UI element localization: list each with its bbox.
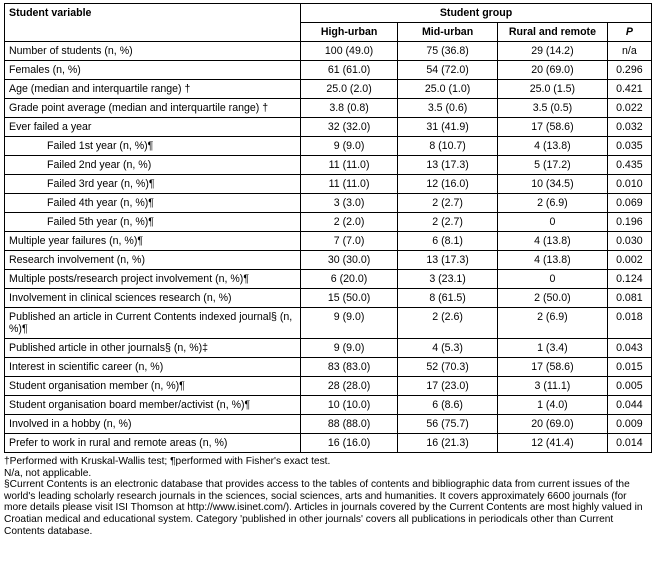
row-label: Failed 2nd year (n, %) xyxy=(5,156,301,175)
cell-value: 13 (17.3) xyxy=(398,156,498,175)
table-row xyxy=(5,99,652,118)
cell-value: 0.043 xyxy=(607,339,651,358)
cell-value: 6 (20.0) xyxy=(301,270,398,289)
row-label: Failed 1st year (n, %)¶ xyxy=(5,137,301,156)
row-label: Females (n, %) xyxy=(5,61,301,80)
cell-value: 20 (69.0) xyxy=(498,61,608,80)
row-label: Published an article in Current Contents indexed journal§ (n, %)¶ xyxy=(5,308,301,339)
table-row xyxy=(5,42,652,61)
table-row xyxy=(5,175,652,194)
header-student-variable: Student variable xyxy=(5,4,301,42)
row-label: Failed 5th year (n, %)¶ xyxy=(5,213,301,232)
cell-value: n/a xyxy=(607,42,651,61)
cell-value: 2 (2.0) xyxy=(301,213,398,232)
table-row xyxy=(5,308,652,339)
cell-value: 10 (10.0) xyxy=(301,396,398,415)
table-container xyxy=(4,3,652,537)
table-row xyxy=(5,289,652,308)
cell-value: 100 (49.0) xyxy=(301,42,398,61)
cell-value: 1 (3.4) xyxy=(498,339,608,358)
cell-value: 10 (34.5) xyxy=(498,175,608,194)
table-row xyxy=(5,80,652,99)
cell-value: 9 (9.0) xyxy=(301,137,398,156)
cell-value: 0.015 xyxy=(607,358,651,377)
cell-value: 88 (88.0) xyxy=(301,415,398,434)
cell-value: 15 (50.0) xyxy=(301,289,398,308)
header-p: P xyxy=(607,23,651,42)
cell-value: 0.124 xyxy=(607,270,651,289)
cell-value: 31 (41.9) xyxy=(398,118,498,137)
table-row xyxy=(5,61,652,80)
row-label: Student organisation board member/activist (n, %)¶ xyxy=(5,396,301,415)
cell-value: 0.002 xyxy=(607,251,651,270)
cell-value: 0.009 xyxy=(607,415,651,434)
cell-value: 52 (70.3) xyxy=(398,358,498,377)
cell-value: 4 (13.8) xyxy=(498,232,608,251)
cell-value: 3.5 (0.5) xyxy=(498,99,608,118)
cell-value: 11 (11.0) xyxy=(301,175,398,194)
cell-value: 17 (58.6) xyxy=(498,118,608,137)
row-label: Student organisation member (n, %)¶ xyxy=(5,377,301,396)
cell-value: 0.196 xyxy=(607,213,651,232)
cell-value: 0.014 xyxy=(607,434,651,453)
cell-value: 2 (2.7) xyxy=(398,194,498,213)
cell-value: 8 (61.5) xyxy=(398,289,498,308)
table-body xyxy=(5,42,652,453)
header-row-1 xyxy=(5,4,652,23)
table-row xyxy=(5,358,652,377)
cell-value: 2 (50.0) xyxy=(498,289,608,308)
cell-value: 4 (13.8) xyxy=(498,251,608,270)
cell-value: 3.5 (0.6) xyxy=(398,99,498,118)
table-row xyxy=(5,194,652,213)
row-label: Research involvement (n, %) xyxy=(5,251,301,270)
cell-value: 83 (83.0) xyxy=(301,358,398,377)
cell-value: 29 (14.2) xyxy=(498,42,608,61)
row-label: Grade point average (median and interquartile range) † xyxy=(5,99,301,118)
cell-value: 56 (75.7) xyxy=(398,415,498,434)
table-row xyxy=(5,339,652,358)
cell-value: 6 (8.6) xyxy=(398,396,498,415)
row-label: Interest in scientific career (n, %) xyxy=(5,358,301,377)
table-row xyxy=(5,377,652,396)
cell-value: 0.035 xyxy=(607,137,651,156)
cell-value: 0.081 xyxy=(607,289,651,308)
cell-value: 7 (7.0) xyxy=(301,232,398,251)
table-row xyxy=(5,415,652,434)
cell-value: 0.022 xyxy=(607,99,651,118)
cell-value: 25.0 (2.0) xyxy=(301,80,398,99)
cell-value: 75 (36.8) xyxy=(398,42,498,61)
cell-value: 0.032 xyxy=(607,118,651,137)
cell-value: 20 (69.0) xyxy=(498,415,608,434)
cell-value: 0.010 xyxy=(607,175,651,194)
row-label: Ever failed a year xyxy=(5,118,301,137)
table-row xyxy=(5,137,652,156)
cell-value: 3.8 (0.8) xyxy=(301,99,398,118)
row-label: Multiple posts/research project involvement (n, %)¶ xyxy=(5,270,301,289)
cell-value: 30 (30.0) xyxy=(301,251,398,270)
header-student-group: Student group xyxy=(301,4,652,23)
data-table xyxy=(4,3,652,453)
cell-value: 8 (10.7) xyxy=(398,137,498,156)
table-footnotes xyxy=(4,456,652,537)
cell-value: 0.435 xyxy=(607,156,651,175)
table-row xyxy=(5,232,652,251)
row-label: Published article in other journals§ (n, %)‡ xyxy=(5,339,301,358)
cell-value: 13 (17.3) xyxy=(398,251,498,270)
cell-value: 2 (2.7) xyxy=(398,213,498,232)
table-row xyxy=(5,156,652,175)
cell-value: 4 (5.3) xyxy=(398,339,498,358)
cell-value: 5 (17.2) xyxy=(498,156,608,175)
footnote-tests: †Performed with Kruskal-Wallis test; ¶performed with Fisher's exact test. xyxy=(4,456,331,467)
footnote-na: N/a, not applicable. xyxy=(4,467,92,479)
table-row xyxy=(5,434,652,453)
row-label: Failed 3rd year (n, %)¶ xyxy=(5,175,301,194)
cell-value: 17 (23.0) xyxy=(398,377,498,396)
header-rural-remote: Rural and remote xyxy=(498,23,608,42)
cell-value: 11 (11.0) xyxy=(301,156,398,175)
cell-value: 4 (13.8) xyxy=(498,137,608,156)
cell-value: 0.030 xyxy=(607,232,651,251)
cell-value: 3 (3.0) xyxy=(301,194,398,213)
row-label: Involvement in clinical sciences research (n, %) xyxy=(5,289,301,308)
cell-value: 9 (9.0) xyxy=(301,308,398,339)
cell-value: 54 (72.0) xyxy=(398,61,498,80)
cell-value: 0.018 xyxy=(607,308,651,339)
cell-value: 0.296 xyxy=(607,61,651,80)
cell-value: 17 (58.6) xyxy=(498,358,608,377)
cell-value: 12 (41.4) xyxy=(498,434,608,453)
cell-value: 16 (21.3) xyxy=(398,434,498,453)
header-mid-urban: Mid-urban xyxy=(398,23,498,42)
cell-value: 25.0 (1.5) xyxy=(498,80,608,99)
cell-value: 32 (32.0) xyxy=(301,118,398,137)
cell-value: 9 (9.0) xyxy=(301,339,398,358)
footnote-current-contents: §Current Contents is an electronic database that provides access to the tables of contents and bibliographic data from current issues of the world's leading scholarly research journals in the sciences, social sciences, arts and humanities. It covers approximately 6600 journals (for more details please visit ISI Thomson at http://www.isinet.com/). Articles in journals covered by the Current Contents are most highly valued in Croatian medical and educational system. Category 'published in other journals' covers all publications in periodicals other than Current Contents database. xyxy=(4,479,643,537)
table-row xyxy=(5,251,652,270)
row-label: Age (median and interquartile range) † xyxy=(5,80,301,99)
cell-value: 2 (2.6) xyxy=(398,308,498,339)
cell-value: 2 (6.9) xyxy=(498,308,608,339)
cell-value: 0.421 xyxy=(607,80,651,99)
cell-value: 6 (8.1) xyxy=(398,232,498,251)
cell-value: 25.0 (1.0) xyxy=(398,80,498,99)
cell-value: 0 xyxy=(498,213,608,232)
cell-value: 0.005 xyxy=(607,377,651,396)
row-label: Number of students (n, %) xyxy=(5,42,301,61)
row-label: Involved in a hobby (n, %) xyxy=(5,415,301,434)
cell-value: 61 (61.0) xyxy=(301,61,398,80)
table-row xyxy=(5,118,652,137)
cell-value: 1 (4.0) xyxy=(498,396,608,415)
table-row xyxy=(5,396,652,415)
table-row xyxy=(5,270,652,289)
cell-value: 28 (28.0) xyxy=(301,377,398,396)
header-high-urban: High-urban xyxy=(301,23,398,42)
row-label: Prefer to work in rural and remote areas (n, %) xyxy=(5,434,301,453)
cell-value: 0 xyxy=(498,270,608,289)
cell-value: 2 (6.9) xyxy=(498,194,608,213)
cell-value: 12 (16.0) xyxy=(398,175,498,194)
cell-value: 3 (23.1) xyxy=(398,270,498,289)
cell-value: 0.044 xyxy=(607,396,651,415)
cell-value: 3 (11.1) xyxy=(498,377,608,396)
table-row xyxy=(5,213,652,232)
row-label: Failed 4th year (n, %)¶ xyxy=(5,194,301,213)
cell-value: 16 (16.0) xyxy=(301,434,398,453)
row-label: Multiple year failures (n, %)¶ xyxy=(5,232,301,251)
cell-value: 0.069 xyxy=(607,194,651,213)
